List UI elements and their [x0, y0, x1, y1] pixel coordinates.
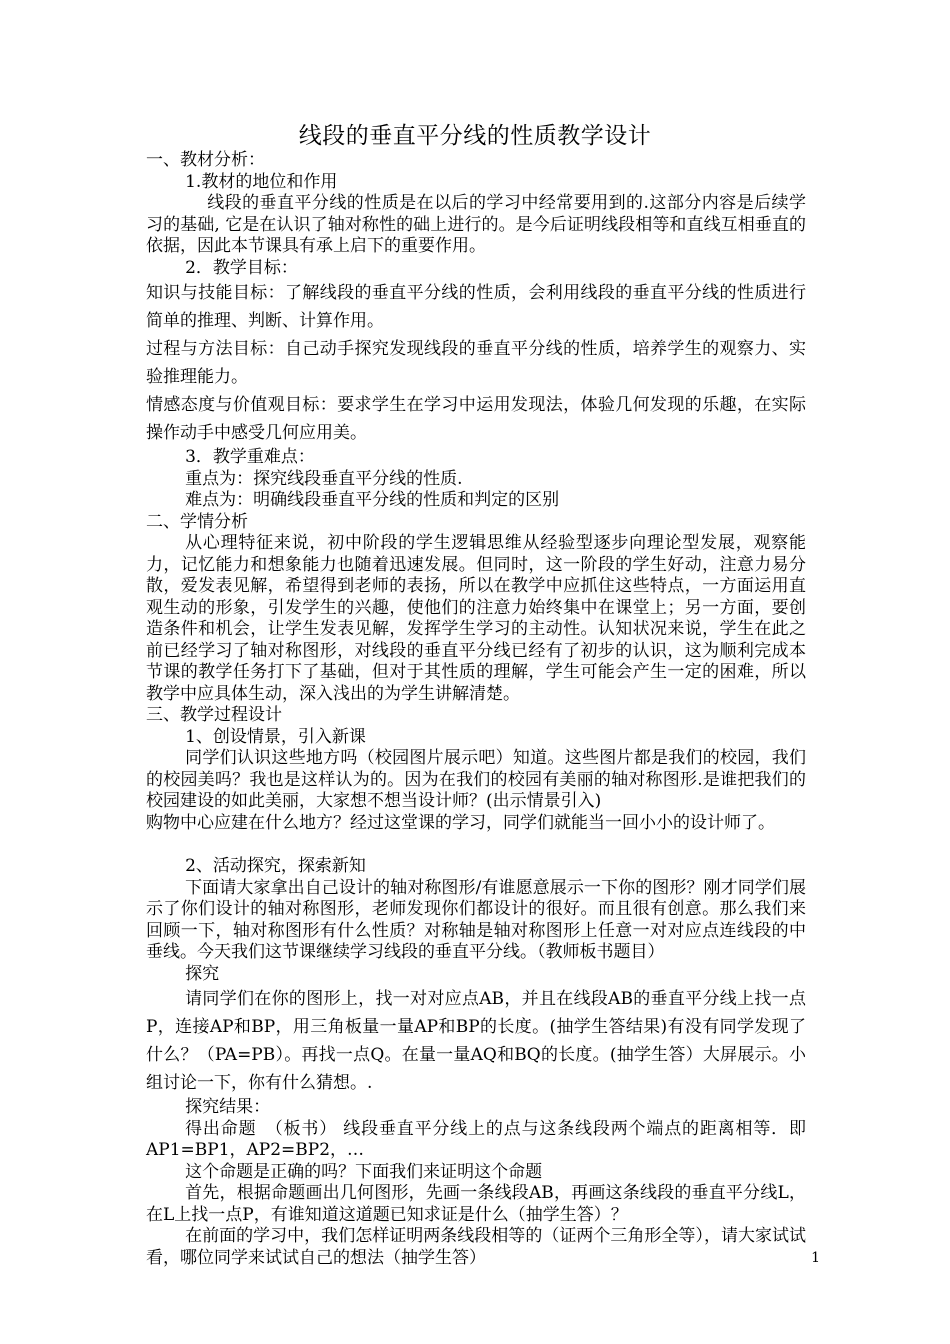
paragraph: 得出命题 （板书） 线段垂直平分线上的点与这条线段两个端点的距离相等．即AP1=BP1，AP2=BP2，…: [146, 1118, 806, 1160]
paragraph: 难点为：明确线段垂直平分线的性质和判定的区别: [185, 490, 560, 510]
document-title: 线段的垂直平分线的性质教学设计: [298, 123, 652, 149]
paragraph: 从心理特征来说，初中阶段的学生逻辑思维从经验型逐步向理论型发展，观察能力，记忆能力和想象能力也随着迅速发展。但同时，这一阶段的学生好动，注意力易分散，爱发表见解，希望得到老师的表扬，所以在教学中应抓住这些特点，一方面运用直观生动的形象，引发学生的兴趣，使他们的注意力始终集中在课堂上；另一方面，要创造条件和机会，让学生发表见解，发挥学生学习的主动性。认知状况来说，学生在此之前已经学习了轴对称图形，对线段的垂直平分线已经有了初步的认识，这为顺利完成本节课的教学任务打下了基础，但对于其性质的理解，学生可能会产生一定的困难，所以教学中应具体生动，深入浅出的为学生讲解清楚。: [146, 533, 806, 704]
section-heading: 三、教学过程设计: [146, 705, 282, 725]
paragraph: 请同学们在你的图形上，找一对对应点AB，并且在线段AB的垂直平分线上找一点P，连接AP和BP，用三角板量一量AP和BP的长度。(抽学生答结果)有没有同学发现了什么？（PA=PB）。再找一点Q。在量一量AQ和BQ的长度。(抽学生答）大屏展示。小组讨论一下，你有什么猜想。.: [146, 989, 806, 1093]
paragraph: 同学们认识这些地方吗（校园图片展示吧）知道。这些图片都是我们的校园，我们的校园美吗？我也是这样认为的。因为在我们的校园有美丽的轴对称图形.是谁把我们的校园建设的如此美丽，大家想不想当设计师？(出示情景引入): [146, 748, 806, 811]
page-number: 1: [811, 1250, 820, 1266]
document-body: [146, 150, 806, 1269]
paragraph: 线段的垂直平分线的性质是在以后的学习中经常要用到的.这部分内容是后续学习的基础, 它是在认识了轴对称性的础上进行的。是今后证明线段相等和直线互相垂直的依据，因此本节课具有承上启下的重要作用。: [146, 193, 806, 256]
paragraph: 探究结果：: [185, 1097, 271, 1117]
paragraph: 探究: [185, 963, 220, 984]
paragraph: 在前面的学习中，我们怎样证明两条线段相等的（证两个三角形全等），请大家试试看，哪位同学来试试自己的想法（抽学生答）: [146, 1226, 806, 1268]
paragraph: 情感态度与价值观目标：要求学生在学习中运用发现法，体验几何发现的乐趣，在实际操作动手中感受几何应用美。: [146, 395, 806, 443]
subsection-heading: 1.教材的地位和作用: [185, 171, 338, 192]
blank-line: [146, 834, 806, 856]
subsection-heading: 3．教学重难点：: [185, 447, 315, 467]
paragraph: 过程与方法目标：自己动手探究发现线段的垂直平分线的性质，培养学生的观察力、实验推理能力。: [146, 339, 806, 387]
paragraph: 重点为：探究线段垂直平分线的性质.: [185, 468, 463, 489]
section-heading: 一、教材分析：: [146, 150, 265, 170]
paragraph: 首先，根据命题画出几何图形，先画一条线段AB，再画这条线段的垂直平分线L，在L上找一点P，有谁知道这道题已知求证是什么（抽学生答）？: [146, 1183, 806, 1225]
paragraph: 购物中心应建在什么地方？经过这堂课的学习，同学们就能当一回小小的设计师了。: [146, 812, 775, 833]
subsection-heading: 2．教学目标：: [185, 257, 298, 278]
paragraph: 知识与技能目标：了解线段的垂直平分线的性质，会利用线段的垂直平分线的性质进行简单的推理、判断、计算作用。: [146, 283, 806, 331]
paragraph: 这个命题是正确的吗？下面我们来证明这个命题: [185, 1161, 543, 1182]
subsection-heading: 1、创设情景，引入新课: [185, 726, 366, 747]
subsection-heading: 2、活动探究，探索新知: [185, 856, 366, 876]
section-heading: 二、学情分析: [146, 511, 248, 532]
paragraph: 下面请大家拿出自己设计的轴对称图形/有谁愿意展示一下你的图形？刚才同学们展示了你们设计的轴对称图形，老师发现你们都设计的很好。而且很有创意。那么我们来回顾一下，轴对称图形有什么性质？对称轴是轴对称图形上任意一对对应点连线段的中垂线。今天我们这节课继续学习线段的垂直平分线。（教师板书题目）: [146, 877, 806, 962]
